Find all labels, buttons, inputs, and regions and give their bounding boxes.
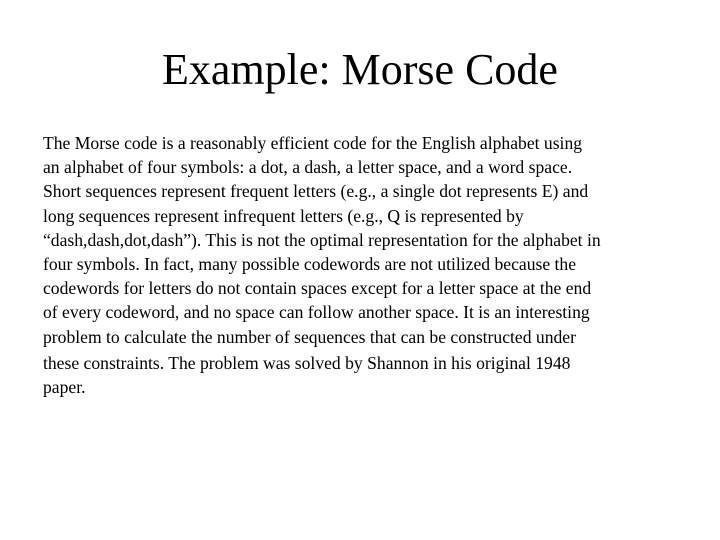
body-line: “dash,dash,dot,dash”). This is not the optimal representation for the alphabet in: [43, 229, 601, 250]
body-line: paper.: [43, 377, 86, 398]
body-line: long sequences represent infrequent letters (e.g., Q is represented by: [43, 205, 524, 226]
body-line: The Morse code is a reasonably efficient code for the English alphabet using: [43, 133, 583, 153]
body-line: Short sequences represent frequent letters (e.g., a single dot represents E) and: [43, 181, 589, 202]
body-line: these constraints. The problem was solved by Shannon in his original 1948: [43, 352, 571, 373]
slide-title: Example: Morse Code: [162, 45, 558, 94]
body-line: an alphabet of four symbols: a dot, a dash, a letter space, and a word space.: [43, 157, 573, 178]
body-line: four symbols. In fact, many possible codewords are not utilized because the: [43, 254, 577, 275]
body-paragraph: [43, 131, 683, 399]
body-line: problem to calculate the number of sequences that can be constructed under: [43, 326, 576, 347]
body-line: of every codeword, and no space can follow another space. It is an interesting: [43, 302, 590, 323]
body-line: codewords for letters do not contain spaces except for a letter space at the end: [43, 278, 592, 299]
